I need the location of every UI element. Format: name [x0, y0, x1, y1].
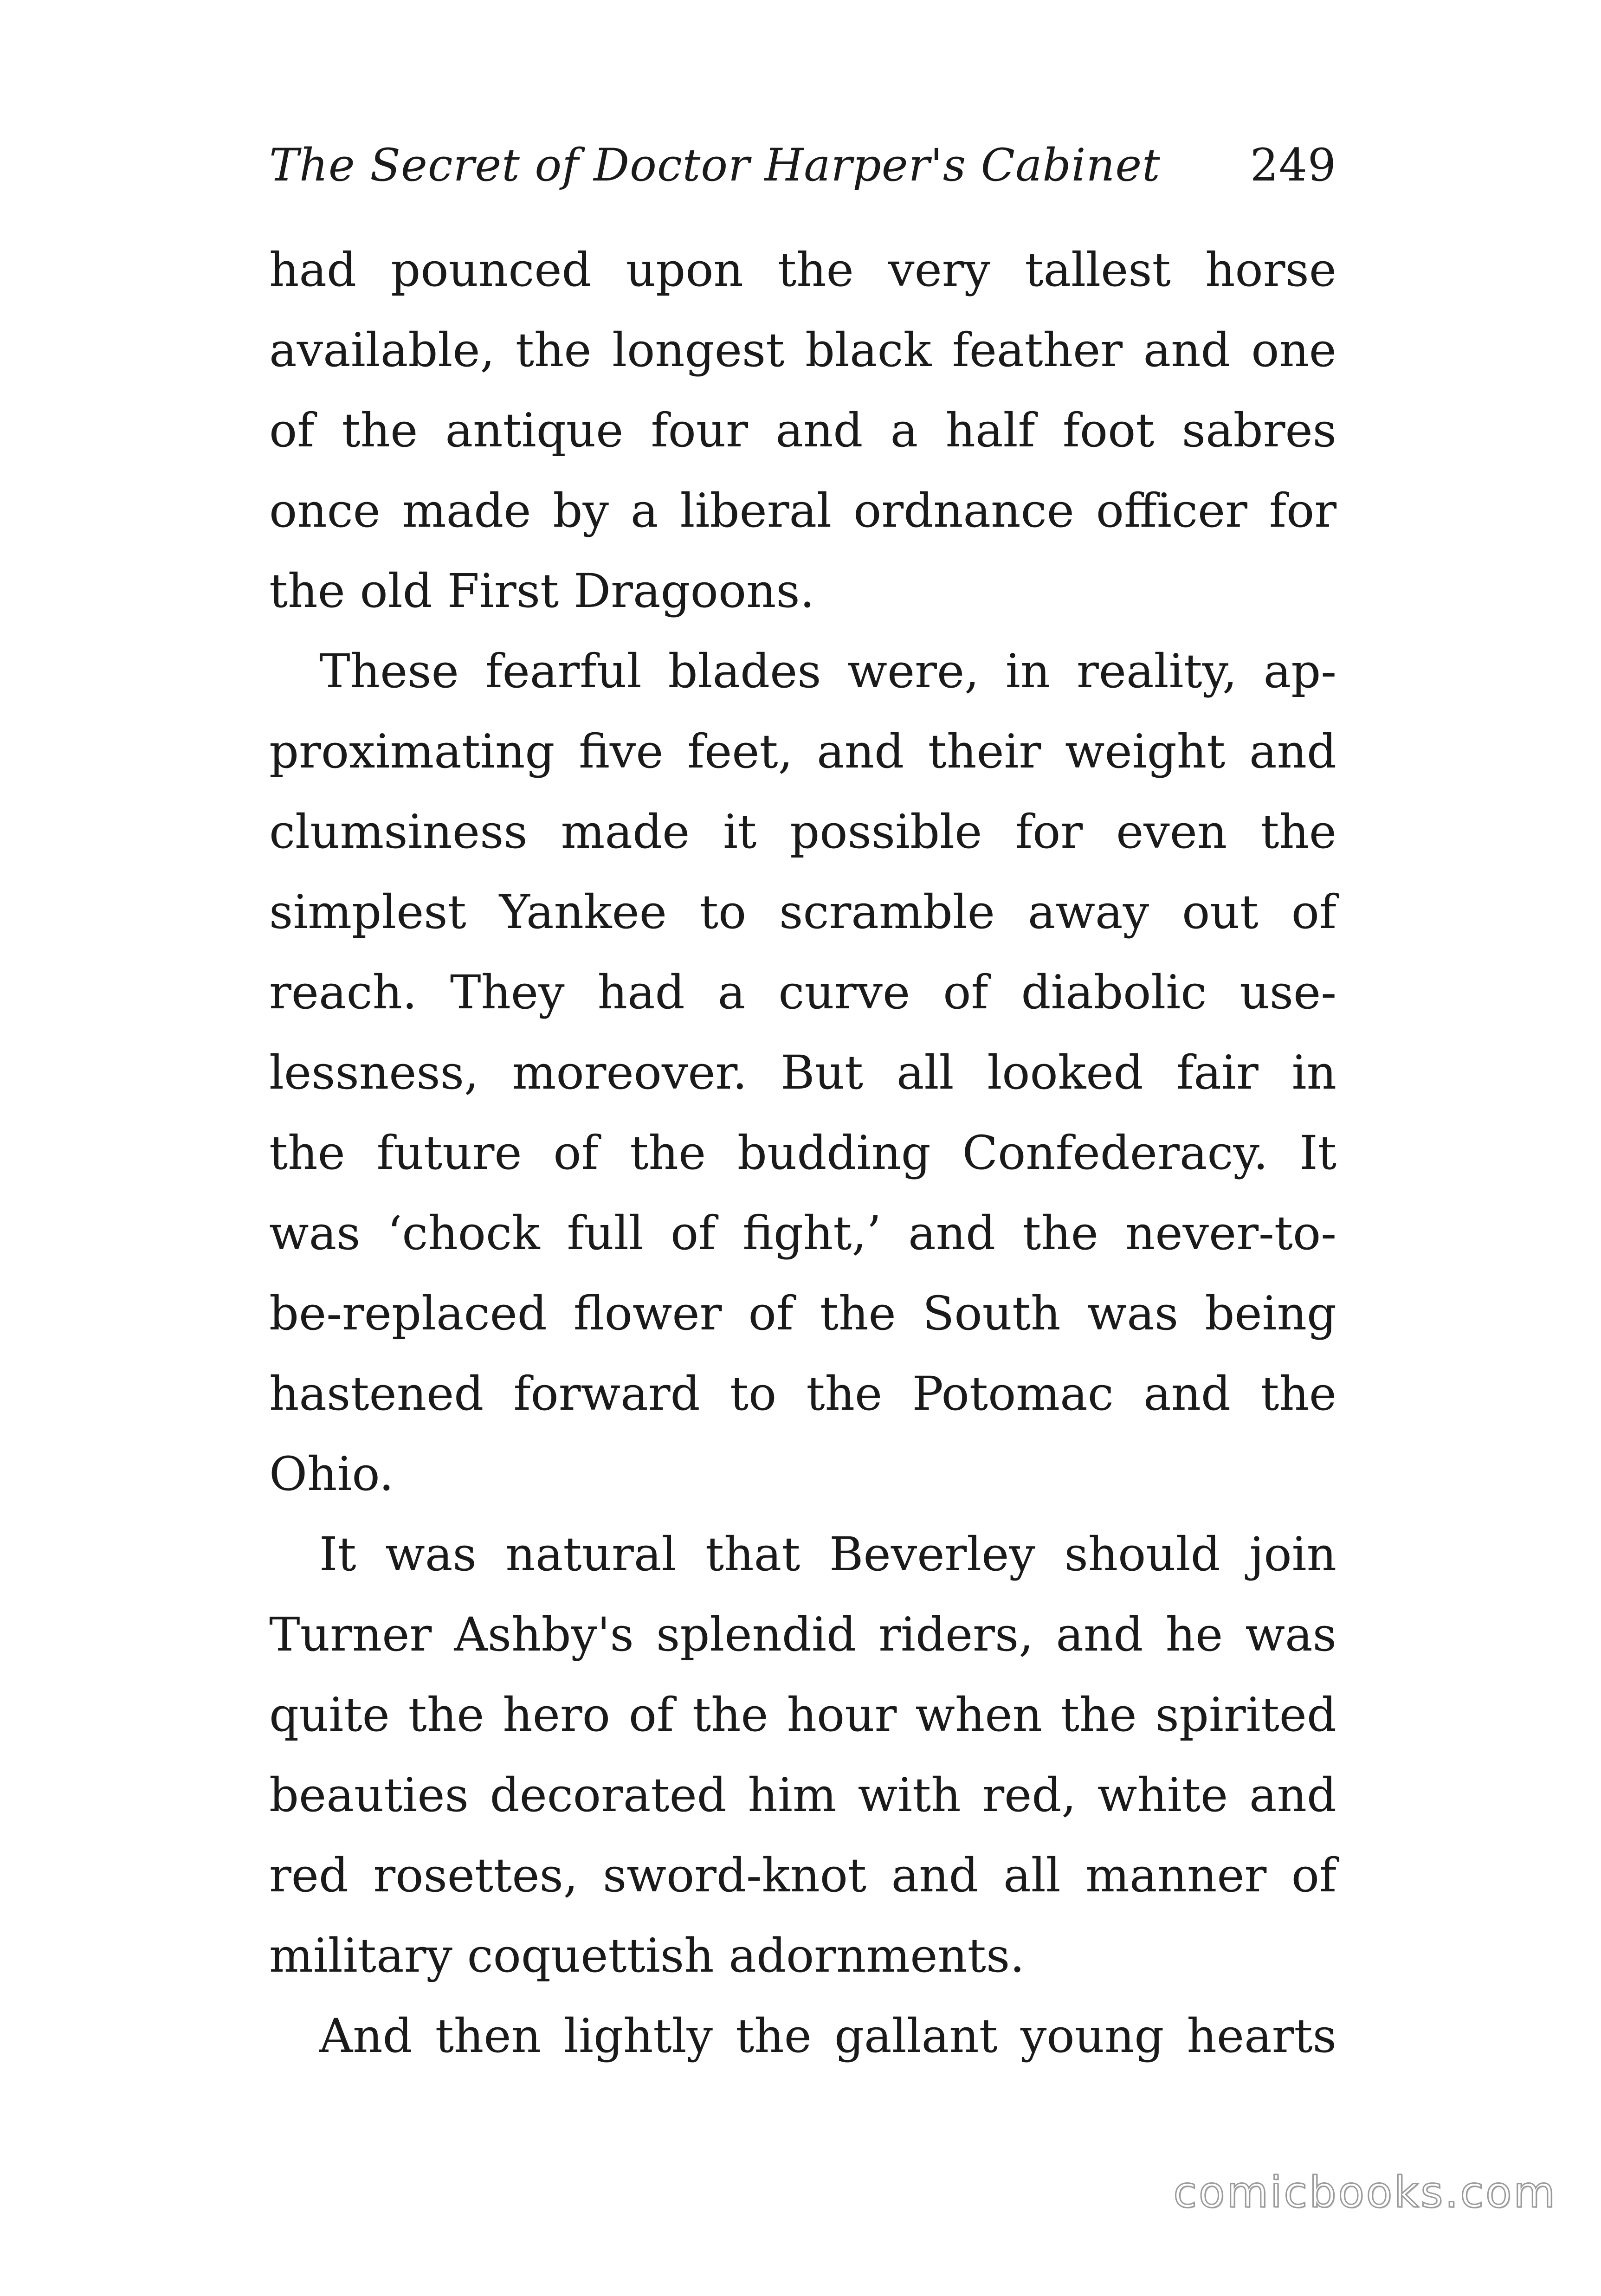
paragraph: [269, 1514, 1336, 1996]
text-line: of the antique four and a half foot sabres: [269, 403, 1336, 458]
paragraph: [269, 230, 1336, 631]
text-line: the old First Dragoons.: [269, 564, 815, 618]
text-line: Turner Ashby's splendid riders, and he was: [269, 1607, 1336, 1662]
text-line: reach. They had a curve of diabolic use-: [269, 965, 1336, 1019]
text-line: It was natural that Beverley should join: [319, 1527, 1336, 1581]
paragraph: [269, 1996, 1336, 2076]
text-line: lessness, moreover. But all looked fair in: [269, 1045, 1336, 1100]
text-line: beauties decorated him with red, white and: [269, 1768, 1336, 1822]
text-line: military coquettish adornments.: [269, 1928, 1025, 1983]
text-line: had pounced upon the very tallest horse: [269, 243, 1336, 297]
text-line: Ohio.: [269, 1447, 394, 1501]
text-line: red rosettes, sword-knot and all manner of: [269, 1848, 1336, 1903]
text-line: simplest Yankee to scramble away out of: [269, 885, 1336, 939]
watermark: comicbooks.com: [1173, 2167, 1557, 2217]
text-line: clumsiness made it possible for even the: [269, 805, 1336, 859]
text-line: hastened forward to the Potomac and the: [269, 1367, 1336, 1421]
page-number: 249: [1250, 139, 1336, 191]
text-line: the future of the budding Confederacy. It: [269, 1126, 1336, 1180]
text-line: quite the hero of the hour when the spirited: [269, 1688, 1336, 1742]
text-line: was ‘chock full of fight,’ and the never-to-: [269, 1206, 1336, 1260]
text-line: available, the longest black feather and one: [269, 323, 1336, 377]
running-head: [269, 139, 1336, 213]
text-line: And then lightly the gallant young hearts: [319, 2009, 1336, 2063]
text-line: once made by a liberal ordnance officer for: [269, 484, 1336, 538]
text-line: be-replaced flower of the South was being: [269, 1286, 1336, 1341]
running-title: The Secret of Doctor Harper's Cabinet: [269, 139, 1161, 191]
body-text: [269, 230, 1336, 2076]
text-line: These fearful blades were, in reality, ap-: [319, 644, 1336, 698]
paragraph: [269, 631, 1336, 1514]
text-line: proximating five feet, and their weight and: [269, 724, 1336, 779]
